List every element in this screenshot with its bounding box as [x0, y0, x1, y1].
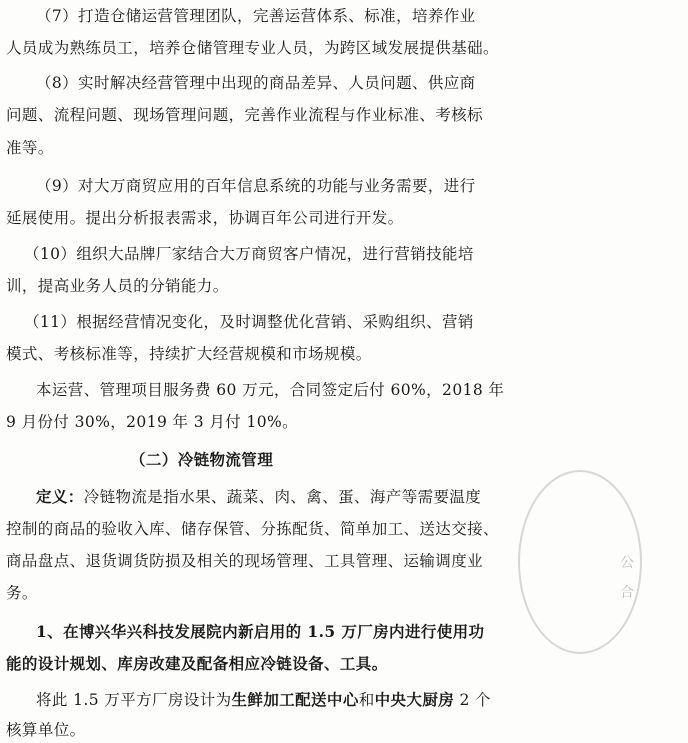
plan-text-count: 2 个	[454, 691, 491, 709]
section-2-title: （二）冷链物流管理	[130, 450, 274, 469]
heading-1-line-2: 能的设计规划、库房改建及配备相应冷链设备、工具。	[6, 654, 388, 673]
definition-line-1	[0, 485, 594, 509]
paragraph-9-line-2: 延展使用。提出分析报表需求，协调百年公司进行开发。	[6, 209, 404, 227]
company-seal-stamp	[518, 470, 642, 654]
stamp-char-2: 合	[620, 585, 634, 601]
stamp-char-1: 公	[620, 555, 634, 571]
plan-line-1	[0, 688, 594, 712]
heading-1-line-1: 1、在博兴华兴科技发展院内新启用的 1.5 万厂房内进行使用功	[36, 622, 485, 641]
service-fee-line-2: 9 月份付 30%，2019 年 3 月付 10%。	[6, 413, 299, 431]
service-fee-line-1: 本运营、管理项目服务费 60 万元，合同签定后付 60%，2018 年	[36, 381, 505, 399]
paragraph-11-line-2: 模式、考核标准等，持续扩大经营规模和市场规模。	[6, 345, 372, 363]
paragraph-8-line-3: 准等。	[6, 139, 54, 157]
plan-text-and: 和	[358, 691, 375, 709]
definition-line-3: 商品盘点、退货调货防损及相关的现场管理、工具管理、运输调度业	[6, 552, 484, 570]
plan-line-2: 核算单位。	[6, 721, 86, 739]
plan-fresh-center: 生鲜加工配送中心	[231, 690, 359, 709]
definition-label: 定义：	[36, 487, 84, 506]
definition-line-2: 控制的商品的验收入库、储存保管、分拣配货、简单加工、送达交接、	[6, 520, 499, 538]
paragraph-10-line-2: 训，提高业务人员的分销能力。	[6, 277, 229, 295]
paragraph-9-line-1: （9）对大万商贸应用的百年信息系统的功能与业务需要，进行	[36, 177, 476, 195]
definition-text: 冷链物流是指水果、蔬菜、肉、禽、蛋、海产等需要温度	[83, 488, 482, 506]
paragraph-8-line-2: 问题、流程问题、现场管理问题，完善作业流程与作业标准、考核标	[6, 106, 484, 124]
paragraph-7-line-2: 人员成为熟练员工，培养仓储管理专业人员，为跨区域发展提供基础。	[6, 39, 499, 57]
paragraph-7-line-1: （7）打造仓储运营管理团队，完善运营体系、标准，培养作业	[36, 7, 476, 25]
plan-text-a: 将此 1.5 万平方厂房设计为	[36, 691, 232, 709]
plan-central-kitchen: 中央大厨房	[374, 690, 455, 709]
definition-line-4: 务。	[6, 584, 38, 602]
paragraph-8-line-1: （8）实时解决经营管理中出现的商品差异、人员问题、供应商	[36, 74, 476, 92]
paragraph-10-line-1: （10）组织大品牌厂家结合大万商贸客户情况，进行营销技能培	[24, 245, 474, 263]
paragraph-11-line-1: （11）根据经营情况变化，及时调整优化营销、采购组织、营销	[24, 313, 474, 331]
